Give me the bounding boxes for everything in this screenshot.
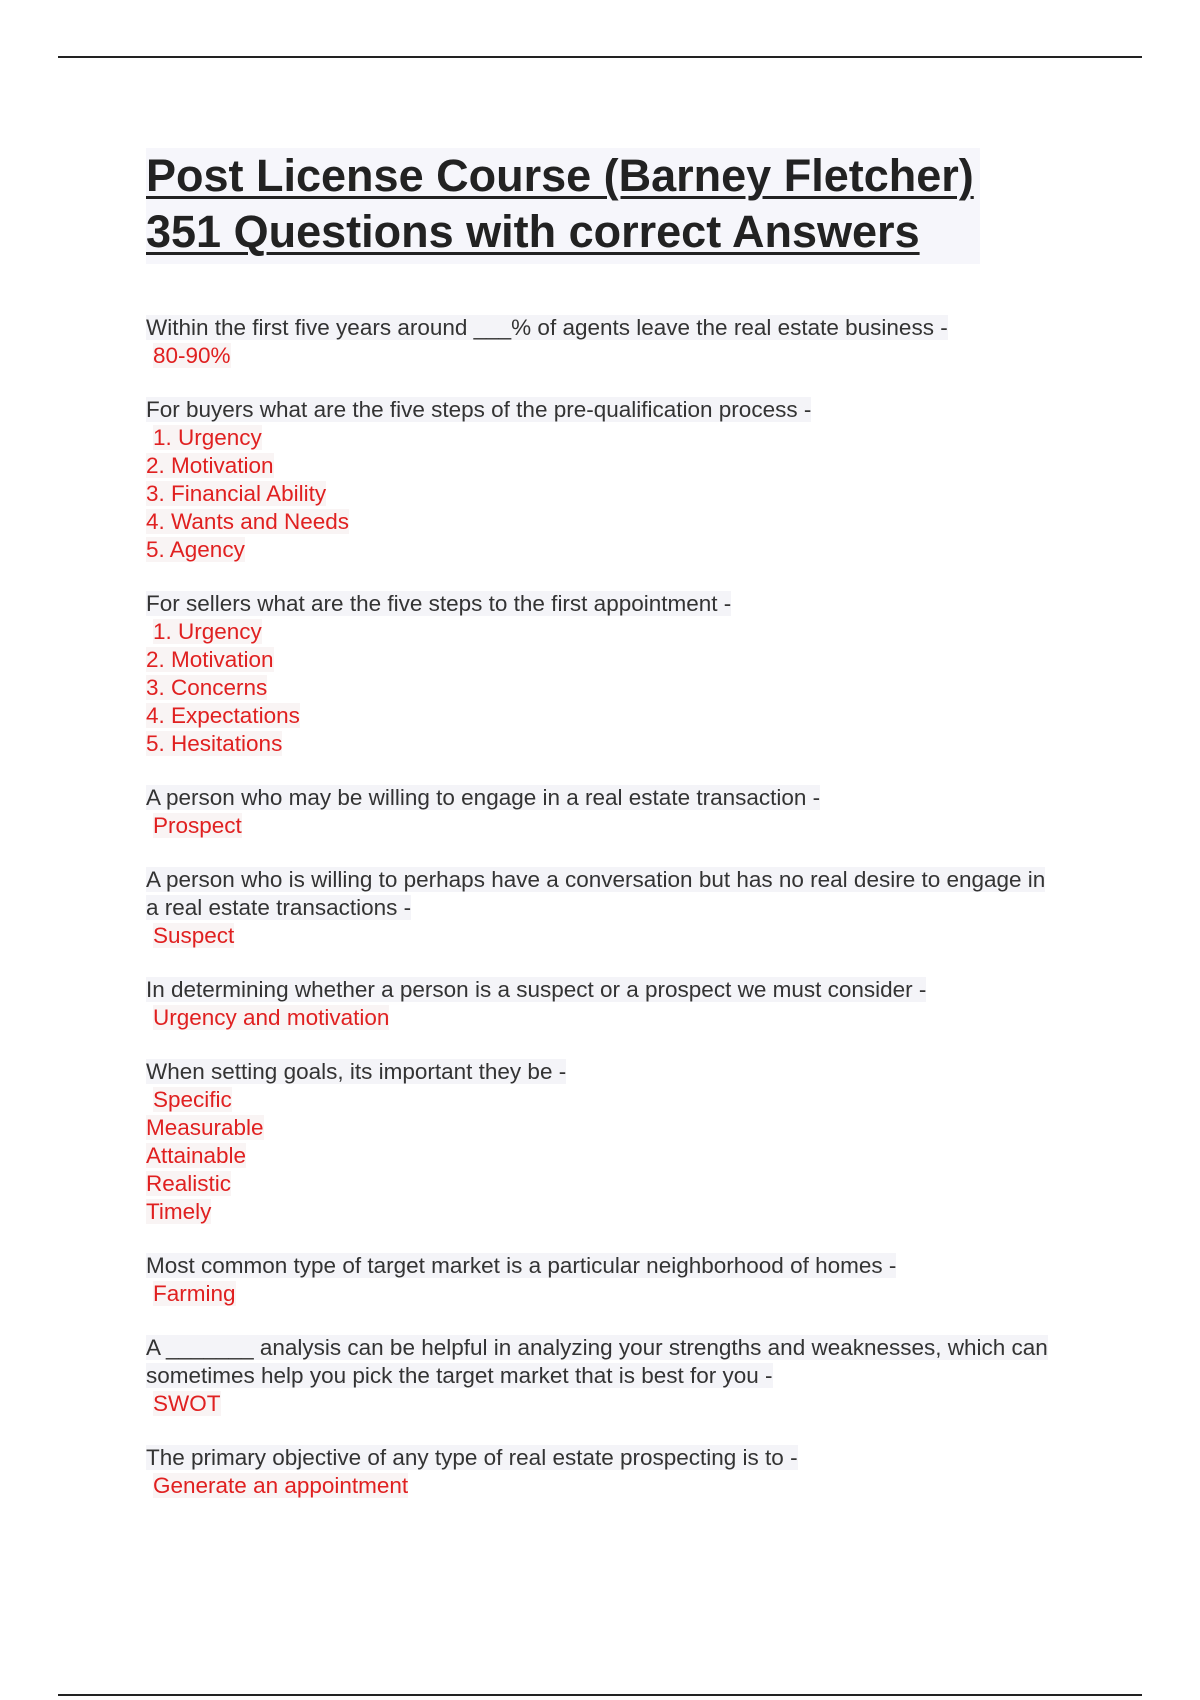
answer-line — [146, 812, 1056, 840]
answer-line — [146, 730, 1056, 758]
answer-line — [146, 618, 1056, 646]
answer-line — [146, 508, 1056, 536]
answer-line — [146, 452, 1056, 480]
answer-line — [146, 1280, 1056, 1308]
qa-item — [146, 396, 1056, 564]
answer-text: 80-90% — [153, 343, 231, 368]
qa-item — [146, 976, 1056, 1032]
qa-item — [146, 314, 1056, 370]
answer-line — [146, 646, 1056, 674]
answer-text: 5. Hesitations — [146, 731, 283, 756]
answer-list — [146, 1086, 1056, 1226]
answer-text: 1. Urgency — [153, 425, 262, 450]
answer-line — [146, 702, 1056, 730]
answer-text: 4. Wants and Needs — [146, 509, 350, 534]
answer-text: Specific — [153, 1087, 232, 1112]
bottom-rule — [58, 1694, 1142, 1696]
answer-line — [146, 1472, 1056, 1500]
answer-text: Attainable — [146, 1143, 247, 1168]
answer-list — [146, 1004, 1056, 1032]
answer-list — [146, 618, 1056, 758]
answer-text: 3. Concerns — [146, 675, 268, 700]
answer-line — [146, 1390, 1056, 1418]
answer-text: 5. Agency — [146, 537, 245, 562]
question-text: For sellers what are the five steps to the first appointment - — [146, 591, 732, 616]
top-rule — [58, 56, 1142, 58]
answer-text: Generate an appointment — [153, 1473, 409, 1498]
answer-text: 2. Motivation — [146, 647, 274, 672]
answer-text: 2. Motivation — [146, 453, 274, 478]
question-text: Within the first five years around ___% of agents leave the real estate business - — [146, 315, 948, 340]
answer-line — [146, 1198, 1056, 1226]
qa-item — [146, 784, 1056, 840]
answer-text: Prospect — [153, 813, 242, 838]
answer-line — [146, 1170, 1056, 1198]
answer-list — [146, 1280, 1056, 1308]
question-list — [146, 314, 1056, 1500]
answer-text: 3. Financial Ability — [146, 481, 327, 506]
answer-text: 1. Urgency — [153, 619, 262, 644]
question-text: Most common type of target market is a particular neighborhood of homes - — [146, 1253, 897, 1278]
answer-line — [146, 424, 1056, 452]
qa-item — [146, 1058, 1056, 1226]
answer-text: Urgency and motivation — [153, 1005, 390, 1030]
question-text: A person who is willing to perhaps have a conversation but has no real desire to engage in a real estate transactions - — [146, 867, 1046, 920]
answer-list — [146, 812, 1056, 840]
answer-text: 4. Expectations — [146, 703, 300, 728]
question-text: In determining whether a person is a suspect or a prospect we must consider - — [146, 977, 927, 1002]
answer-list — [146, 922, 1056, 950]
answer-text: Realistic — [146, 1171, 232, 1196]
qa-item — [146, 1334, 1056, 1418]
qa-item — [146, 590, 1056, 758]
question-text: A _______ analysis can be helpful in analyzing your strengths and weaknesses, which can sometimes help you pick the target market that is best for you - — [146, 1335, 1048, 1388]
answer-line — [146, 536, 1056, 564]
answer-line — [146, 1086, 1056, 1114]
question-text: When setting goals, its important they be - — [146, 1059, 567, 1084]
document-body — [146, 148, 1056, 1526]
answer-text: Farming — [153, 1281, 236, 1306]
title-line-2: 351 Questions with correct Answers — [146, 206, 920, 257]
question-text: A person who may be willing to engage in a real estate transaction - — [146, 785, 821, 810]
answer-line — [146, 342, 1056, 370]
qa-item — [146, 866, 1056, 950]
answer-line — [146, 1004, 1056, 1032]
question-text: The primary objective of any type of real estate prospecting is to - — [146, 1445, 798, 1470]
answer-line — [146, 480, 1056, 508]
answer-text: Suspect — [153, 923, 235, 948]
answer-line — [146, 674, 1056, 702]
answer-line — [146, 922, 1056, 950]
answer-list — [146, 342, 1056, 370]
question-text: For buyers what are the five steps of the pre-qualification process - — [146, 397, 812, 422]
answer-line — [146, 1142, 1056, 1170]
document-title — [146, 148, 980, 264]
answer-text: SWOT — [153, 1391, 221, 1416]
answer-list — [146, 1472, 1056, 1500]
answer-text: Measurable — [146, 1115, 264, 1140]
title-line-1: Post License Course (Barney Fletcher) — [146, 150, 974, 201]
answer-list — [146, 1390, 1056, 1418]
qa-item — [146, 1252, 1056, 1308]
answer-line — [146, 1114, 1056, 1142]
qa-item — [146, 1444, 1056, 1500]
answer-list — [146, 424, 1056, 564]
answer-text: Timely — [146, 1199, 212, 1224]
